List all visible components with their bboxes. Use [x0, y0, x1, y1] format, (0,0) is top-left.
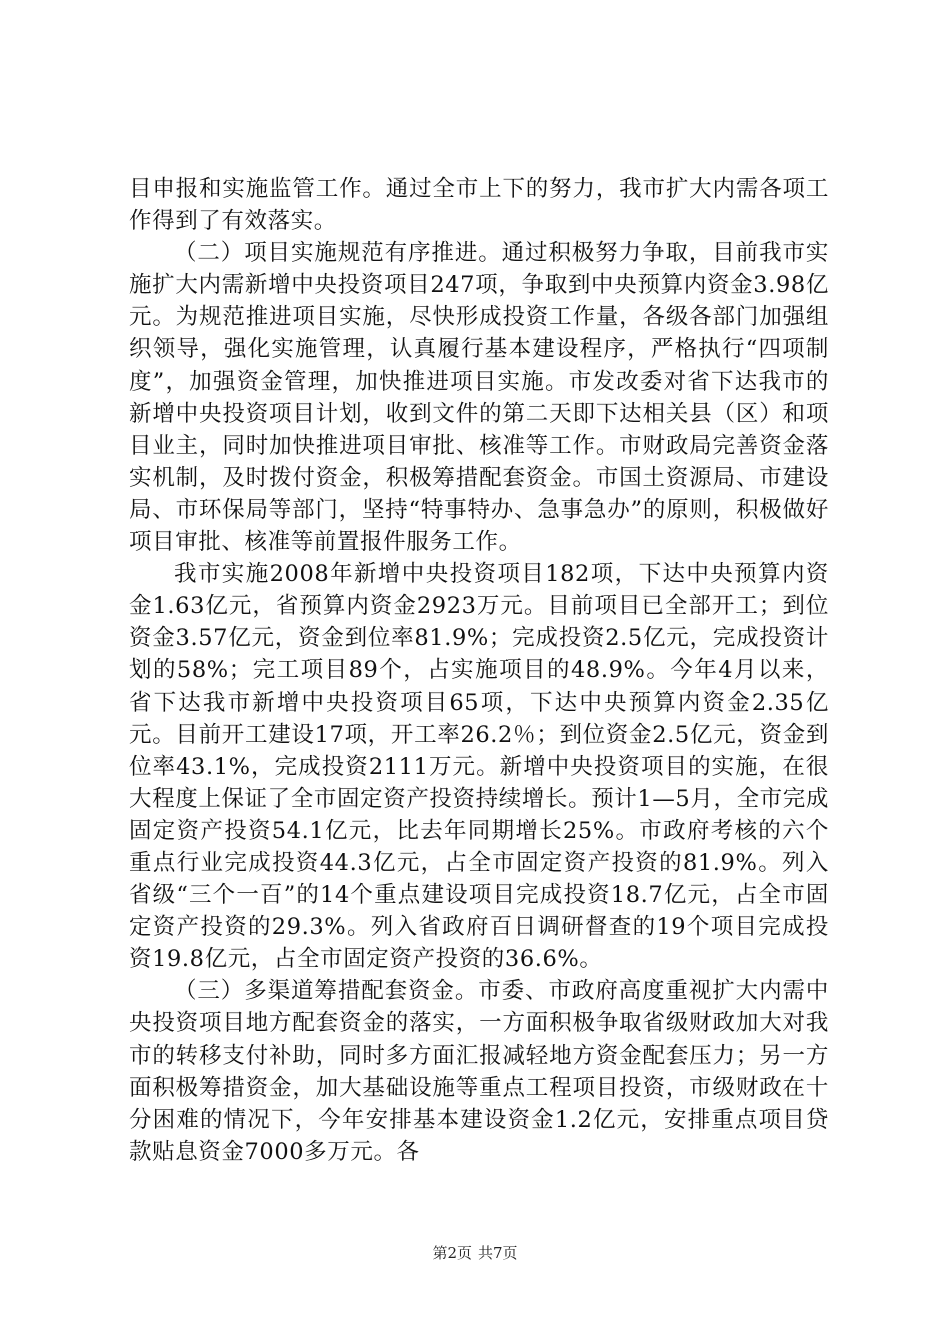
- page-number: 第2页: [432, 1244, 472, 1262]
- paragraph-funding-sources: （三）多渠道筹措配套资金。市委、市政府高度重视扩大内需中央投资项目地方配套资金的落实，一方面积极争取省级财政加大对我市的转移支付补助，同时多方面汇报减轻地方资金配套压力；另一方面积极筹措资金，加大基础设施等重点工程项目投资，市级财政在十分困难的情况下，今年安排基本建设资金1.2亿元，安排重点项目贷款贴息资金7000多万元。各: [129, 978, 829, 1165]
- page-total: 共7页: [478, 1244, 518, 1262]
- paragraph-project-implementation: （二）项目实施规范有序推进。通过积极努力争取，目前我市实施扩大内需新增中央投资项目247项，争取到中央预算内资金3.98亿元。为规范推进项目实施，尽快形成投资工作量，各级各部门加强组织领导，强化实施管理，认真履行基本建设程序，严格执行“四项制度”，加强资金管理，加快推进项目实施。市发改委对省下达我市的新增中央投资项目计划，收到文件的第二天即下达相关县（区）和项目业主，同时加快推进项目审批、核准等工作。市财政局完善资金落实机制，及时拨付资金，积极筹措配套资金。市国土资源局、市建设局、市环保局等部门，坚持“特事特办、急事急办”的原则，积极做好项目审批、核准等前置报件服务工作。: [129, 240, 829, 556]
- page-footer: [0, 1242, 950, 1263]
- document-body: [129, 173, 829, 1168]
- paragraph-continuation: 目申报和实施监管工作。通过全市上下的努力，我市扩大内需各项工作得到了有效落实。: [129, 176, 829, 235]
- paragraph-investment-statistics: 我市实施2008年新增中央投资项目182项，下达中央预算内资金1.63亿元，省预算内资金2923万元。目前项目已全部开工；到位资金3.57亿元，资金到位率81.9%；完成投资2.5亿元，完成投资计划的58%；完工项目89个，占实施项目的48.9%。今年4月以来，省下达我市新增中央投资项目65项，下达中央预算内资金2.35亿元。目前开工建设17项，开工率26.2％；到位资金2.5亿元，资金到位率43.1%，完成投资2111万元。新增中央投资项目的实施，在很大程度上保证了全市固定资产投资持续增长。预计1—5月，全市完成固定资产投资54.1亿元，比去年同期增长25%。市政府考核的六个重点行业完成投资44.3亿元，占全市固定资产投资的81.9%。列入省级“三个一百”的14个重点建设项目完成投资18.7亿元，占全市固定资产投资的29.3%。列入省政府百日调研督查的19个项目完成投资19.8亿元，占全市固定资产投资的36.6%。: [129, 561, 829, 973]
